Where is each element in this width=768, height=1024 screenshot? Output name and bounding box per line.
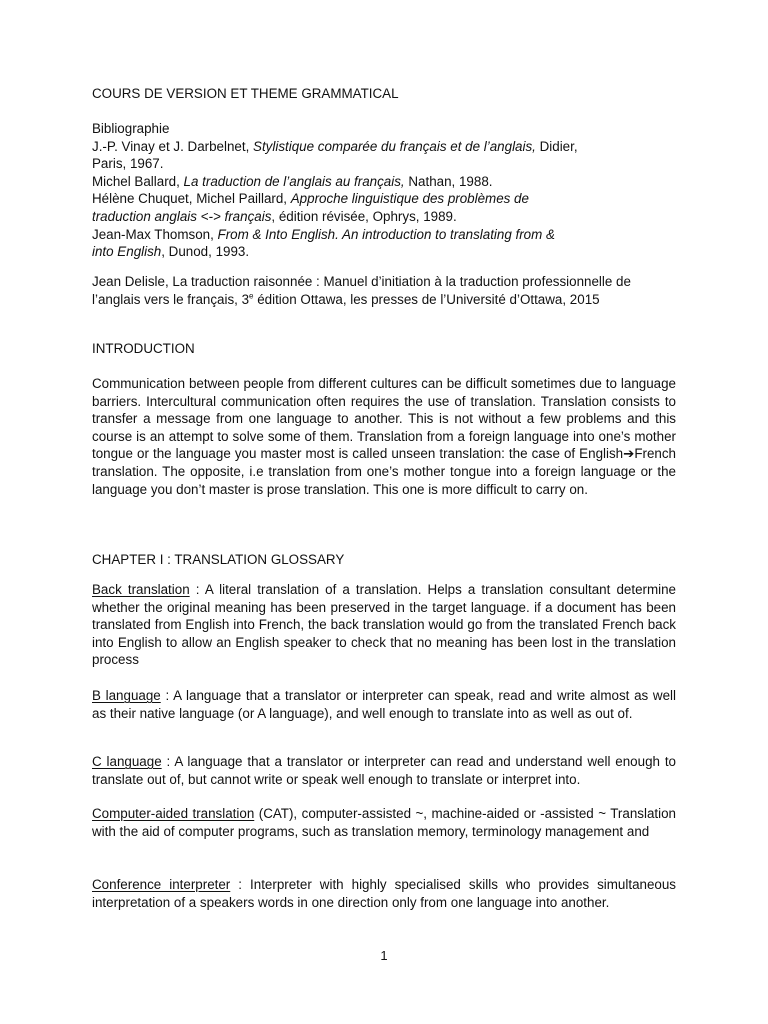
- bibliography-section: [92, 120, 676, 261]
- document-page: [92, 0, 676, 1024]
- introduction-heading: INTRODUCTION: [92, 341, 195, 356]
- bib-entry-chuquet: Hélène Chuquet, Michel Paillard, Approche linguistique des problèmes de: [92, 191, 529, 207]
- chapter-heading: CHAPTER I : TRANSLATION GLOSSARY: [92, 552, 345, 567]
- bib-entry-thomson: Jean-Max Thomson, From & Into English. An introduction to translating from &: [92, 226, 555, 242]
- bibliography-heading: Bibliographie: [92, 121, 170, 136]
- glossary-term: B language: [92, 688, 161, 703]
- bib-entry-ballard: Michel Ballard, La traduction de l’anglais au français, Nathan, 1988.: [92, 173, 493, 189]
- glossary-entry-c-language: C language : A language that a translator or interpreter can read and understand well enough to translate out of, but cannot write or speak well enough to translate or interpret into.: [92, 754, 676, 787]
- bib-entry-thomson-cont: into English, Dunod, 1993.: [92, 244, 250, 260]
- glossary-term: Back translation: [92, 582, 190, 597]
- page-number: 1: [380, 948, 388, 963]
- bib-entry-vinay-cont: Paris, 1967.: [92, 156, 164, 172]
- glossary-term: Conference interpreter: [92, 877, 231, 892]
- glossary-entry-back-translation: Back translation : A literal translation of a translation. Helps a translation consultant determine whether the original meaning has been preserved in the target language. if a document has been translated from English into French, the back translation would go from the translated French back into English to allow an English speaker to check that no meaning has been lost in the translation process: [92, 582, 676, 668]
- bib-entry-delisle: Jean Delisle, La traduction raisonnée : Manuel d’initiation à la traduction professionnelle de l’anglais vers le français, 3e édition Ottawa, les presses de l’Université d’Ottawa, 2015: [92, 274, 631, 307]
- glossary-term: C language: [92, 754, 162, 769]
- glossary-entry-conference-interpreter: Conference interpreter : Interpreter with highly specialised skills who provides simultaneous interpretation of a speakers words in one direction only from one language into another.: [92, 877, 676, 910]
- glossary-entry-b-language: B language : A language that a translator or interpreter can speak, read and write almost as well as their native language (or A language), and well enough to translate into as well as out of.: [92, 688, 676, 721]
- glossary-entry-cat: Computer-aided translation (CAT), computer-assisted ~, machine-aided or -assisted ~ Translation with the aid of computer programs, such as translation memory, terminology management and: [92, 806, 676, 839]
- introduction-paragraph: Communication between people from different cultures can be difficult sometimes due to language barriers. Intercultural communication often requires the use of translation. Translation consists to transfer a message from one language to another. This is not without a few problems and this course is an attempt to solve some of them. Translation from a foreign language into one’s mother tongue or the language you master most is called unseen translation: the case of English➔French translation. The opposite, i.e translation from one’s mother tongue into a foreign language or the language you don’t master is prose translation. This one is more difficult to carry on.: [92, 376, 676, 497]
- page-title: COURS DE VERSION ET THEME GRAMMATICAL: [92, 86, 399, 101]
- bib-entry-chuquet-cont: traduction anglais <-> français, édition révisée, Ophrys, 1989.: [92, 208, 457, 224]
- glossary-term: Computer-aided translation: [92, 806, 255, 821]
- bib-entry-vinay: J.-P. Vinay et J. Darbelnet, Stylistique comparée du français et de l’anglais, Didier,: [92, 138, 578, 154]
